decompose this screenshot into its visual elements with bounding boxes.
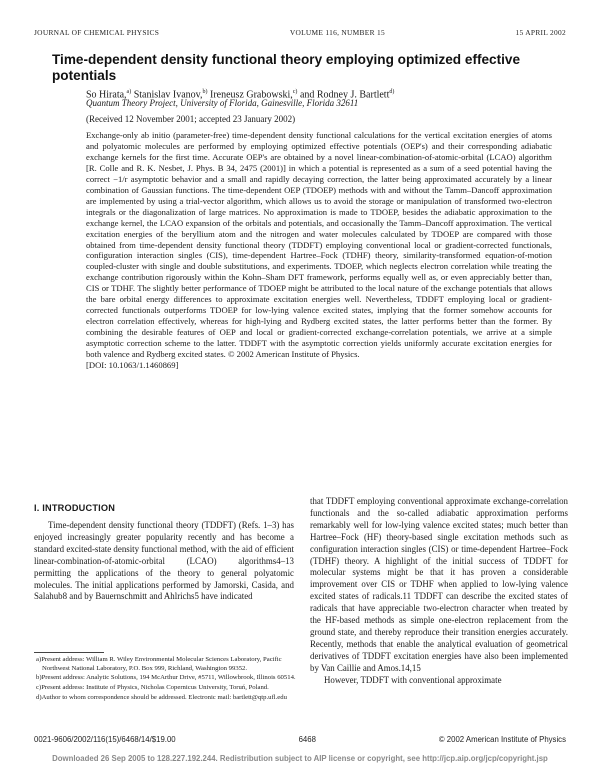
- left-column: [34, 520, 294, 603]
- copyright-notice: © 2002 American Institute of Physics: [438, 735, 566, 744]
- doi-link[interactable]: [DOI: 10.1063/1.1460869]: [86, 360, 179, 371]
- journal-name: JOURNAL OF CHEMICAL PHYSICS: [34, 28, 160, 37]
- footnotes: [34, 656, 296, 704]
- issue-date: 15 APRIL 2002: [515, 28, 566, 37]
- author-3-mark: c): [292, 89, 298, 95]
- footnote-c: c)Present address: Institute of Physics, Nicholas Copernicus University, Toruń, Poland.: [36, 684, 269, 692]
- author-4: and Rodney J. Bartlett: [297, 89, 390, 101]
- right-paragraph-2: However, TDDFT with conventional approximate: [324, 674, 502, 685]
- article-title: Time-dependent density functional theory employing optimized effective potentials: [52, 52, 521, 83]
- download-notice: Downloaded 26 Sep 2005 to 128.227.192.244. Redistribution subject to AIP license or copyright, see http://jcp.aip.org/jcp/copyright.jsp: [52, 754, 548, 763]
- affiliation: Quantum Theory Project, University of Florida, Gainesville, Florida 32611: [86, 98, 359, 108]
- author-1: So Hirata,: [86, 89, 127, 101]
- right-paragraph-1: that TDDFT employing conventional approximate exchange-correlation functionals and the so-called adiabatic approximation performs remarkably well for low-lying valence excited states; much better than Hartree–Fock (HF) theory-based single excitation methods such as configuration interaction singles (CIS) or time-dependent Hartree–Fock (TDHF) theory. A highlight of the initial success of TDDFT for molecular systems might be that it has proven a considerable improvement over CIS or TDHF when applied to low-lying valence excited states of radicals.11 TDDFT can describe the excited states of radicals that have appreciable two-electron character when treated by the HF-based methods as simple one-electron replacement from the ground state, and thereby reproduce their transition energies accurately. Recently, methods that enable the analytical evaluation of geometrical derivatives of TDDFT excitation energies have also been implemented by Van Caillie and Amos.14,15: [310, 496, 568, 673]
- running-head: [34, 28, 566, 37]
- footnote-b: b)Present address: Analytic Solutions, 194 McArthur Drive, #5711, Willowbrook, Illinois 60514.: [36, 674, 296, 682]
- article-code: 0021-9606/2002/116(15)/6468/14/$19.00: [34, 735, 176, 744]
- author-1-mark: a): [126, 89, 132, 95]
- abstract: [86, 130, 552, 371]
- footnote-d: d)Author to whom correspondence should be addressed. Electronic mail: bartlett@qtp.ufl.edu: [36, 693, 287, 701]
- author-3: Ireneusz Grabowski,: [207, 89, 293, 101]
- section-heading: I. INTRODUCTION: [34, 503, 116, 513]
- author-2: Stanislav Ivanov,: [131, 89, 203, 101]
- intro-paragraph: Time-dependent density functional theory (TDDFT) (Refs. 1–3) has enjoyed increasingly greater popularity recently and has become a standard excited-state density functional method, with the aid of efficient linear-combination-of-atomic-orbital (LCAO) algorithms4–13 permitting the applications of the theory to general polyatomic molecules. The initial applications performed by Jamorski, Casida, and Salahub8 and by Bauernschmitt and Ahlrichs5 have indicated: [34, 520, 294, 602]
- right-column: [310, 496, 568, 687]
- abstract-text: Exchange-only ab initio (parameter-free) time-dependent density functional calculations for the vertical excitation energies of atoms and polyatomic molecules are performed by employing optimized effective potentials (OEP's) and their corresponding adiabatic exchange kernels for the first time. Accurate OEP's are obtained by a novel linear-combination-of-atomic-orbital (LCAO) algorithm [R. Colle and R. K. Nesbet, J. Phys. B 34, 2475 (2001)] in which a potential is represented as a sum of a seed potential having the correct −1/r asymptotic behavior and a small and rapidly decaying correction, the latter being approximated accurately by a linear combination of Gaussian functions. The time-dependent OEP (TDOEP) methods with and without the Tamm–Dancoff approximation are implemented by using a trial-vector algorithm, which allows us to avoid the storage or manipulation of transformed two-electron integrals or the diagonalization of large matrices. No approximation is made to TDOEP, besides the adiabatic approximation to the exchange kernel, the LCAO expansion of the orbitals and potentials, and occasionally the Tamm–Dancoff approximation. The vertical excitation energies of the beryllium atom and the nitrogen and water molecules calculated by TDOEP are compared with those obtained from time-dependent density functional theory (TDDFT) employing conventional local or gradient-corrected functionals, configuration interaction singles (CIS), time-dependent Hartree–Fock (TDHF) theory, similarity-transformed equation-of-motion coupled-cluster with single and double substitutions, and experiments. TDOEP, which neglects electron correlation while treating the exchange contribution rigorously within the Kohn–Sham DFT framework, performs equally well as, or even appreciably better than, CIS or TDHF. The slightly better performance of TDOEP might be attributed to the local nature of the exchange potentials that allows the bare orbital energy differences to approximate excitation energies well. Nevertheless, TDDFT employing local or gradient-corrected functionals outperforms TDOEP for low-lying valence excited states, implying that the former somehow accounts for electron correlation effectively, whereas for high-lying and Rydberg excited states, the latter performs better than the former. By combining the desirable features of OEP and local or gradient-corrected exchange-correlation potentials, we arrive at a simple asymptotic correction scheme to the latter. TDDFT with the asymptotic correction yields uniformly accurate excitation energies for both valence and Rydberg excited states. © 2002 American Institute of Physics.: [86, 130, 552, 360]
- footnote-divider: [34, 652, 104, 653]
- page-number: 6468: [298, 735, 316, 744]
- volume-number: VOLUME 116, NUMBER 15: [289, 28, 385, 37]
- footnote-a: a)Present address: William R. Wiley Environmental Molecular Sciences Laboratory, Pacific Northwest National Laboratory, P.O. Box 999, Richland, Washington 99352.: [36, 656, 282, 672]
- author-4-mark: d): [389, 89, 395, 95]
- received-dates: (Received 12 November 2001; accepted 23 January 2002): [86, 114, 296, 124]
- page-footer: [34, 735, 566, 744]
- author-2-mark: b): [202, 89, 208, 95]
